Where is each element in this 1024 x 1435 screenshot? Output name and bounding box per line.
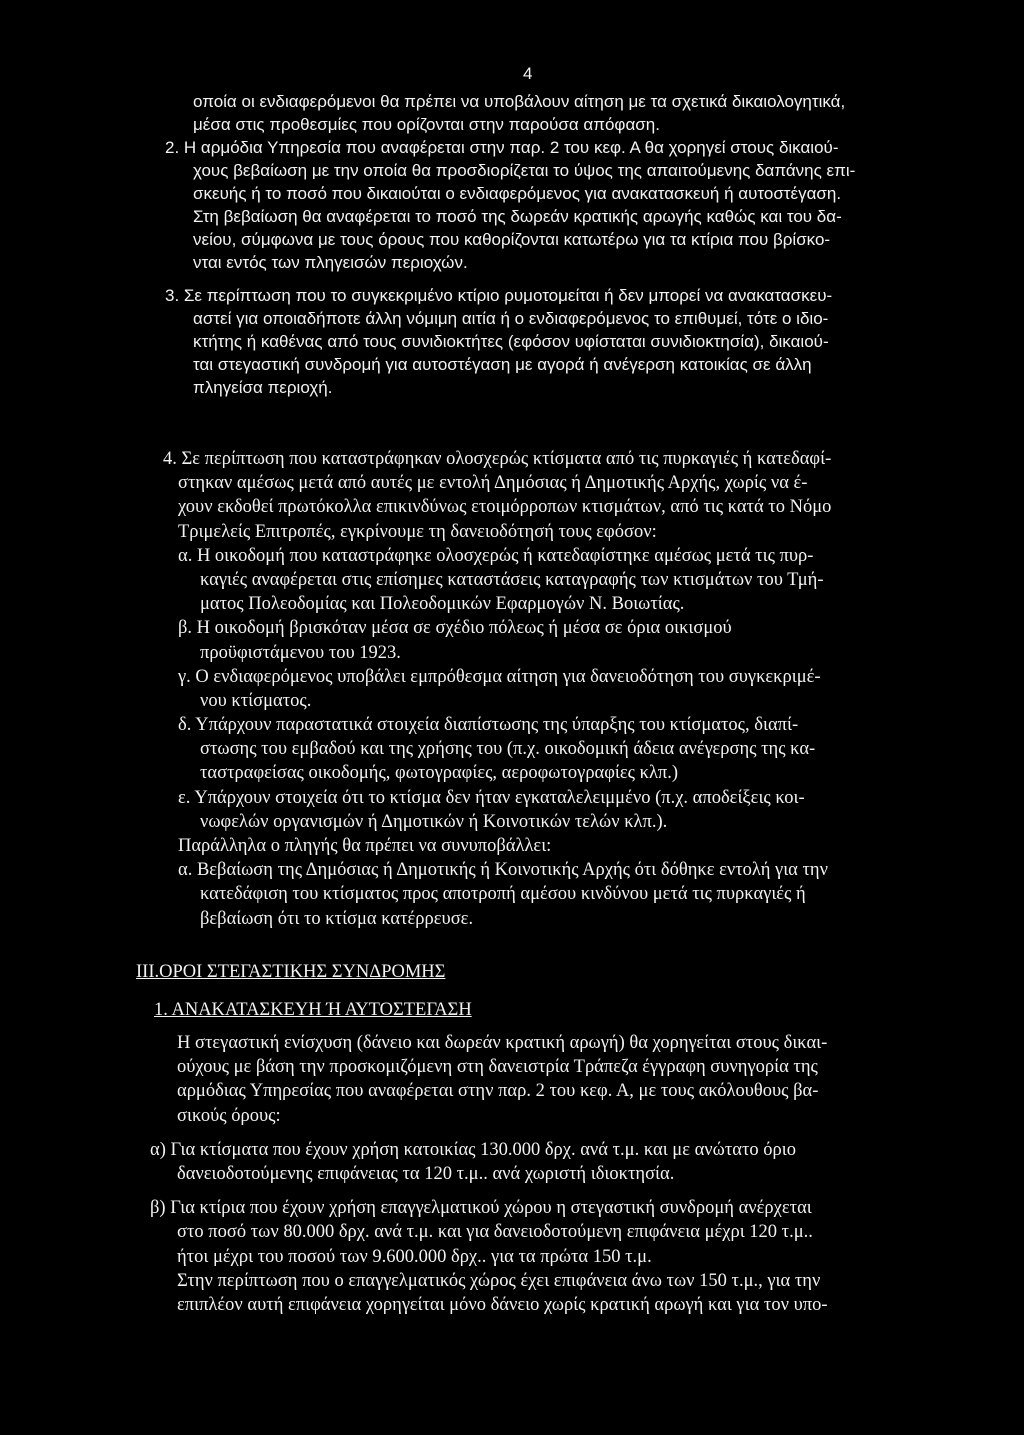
text-line: σκευής ή το ποσό που δικαιούται ο ενδιαφερόμενος για ανακατασκευή ή αυτοστέγαση.	[193, 184, 842, 203]
text-line: στηκαν αμέσως μετά από αυτές με εντολή Δημόσιας ή Δημοτικής Αρχής, χωρίς να έ-	[178, 473, 808, 494]
text-line: ματος Πολεοδομίας και Πολεοδομικών Εφαρμογών Ν. Βοιωτίας.	[200, 594, 685, 615]
text-line: δανειοδοτούμενης επιφάνειας τα 120 τ.μ.. ανά χωριστή ιδιοκτησία.	[177, 1163, 675, 1184]
text-line: οποία οι ενδιαφερόμενοι θα πρέπει να υποβάλουν αίτηση με τα σχετικά δικαιολογητικά,	[193, 92, 846, 111]
text-line: νται εντός των πληγεισών περιοχών.	[193, 253, 468, 272]
section-3-body	[150, 1031, 923, 1317]
text-line: αστεί για οποιαδήποτε άλλη νόμιμη αιτία ή ο ενδιαφερόμενος το επιθυμεί, τότε ο ιδιο-	[193, 309, 829, 328]
subsection-heading: 1. ΑΝΑΚΑΤΑΣΚΕΥΗ Ή ΑΥΤΟΣΤΕΓΑΣΗ	[154, 1000, 472, 1020]
text-line: κτήτης ή καθένας από τους συνιδιοκτήτες (εφόσον υφίσταται συνιδιοκτησία), δικαιού-	[193, 332, 829, 351]
text-line: πληγείσα περιοχή.	[193, 378, 333, 397]
text-line: βεβαίωση ότι το κτίσμα κατέρρευσε.	[200, 908, 474, 929]
text-line: α. Βεβαίωση της Δημόσιας ή Δημοτικής ή Κοινοτικής Αρχής ότι δόθηκε εντολή για την	[178, 860, 828, 881]
text-line: νωφελών οργανισμών ή Δημοτικών ή Κοινοτικών τελών κλπ.).	[200, 811, 668, 832]
text-line: γ. Ο ενδιαφερόμενος υποβάλει εμπρόθεσμα αίτηση για δανειοδότηση του συγκεκριμέ-	[178, 666, 821, 687]
text-line: 3. Σε περίπτωση που το συγκεκριμένο κτίριο ρυμοτομείται ή δεν μπορεί να ανακατασκευ-	[165, 286, 833, 305]
section-4	[163, 447, 923, 931]
text-line: αρμόδιας Υπηρεσίας που αναφέρεται στην παρ. 2 του κεφ. Α, με τους ακόλουθους βα-	[177, 1081, 819, 1102]
text-line: ε. Υπάρχουν στοιχεία ότι το κτίσμα δεν ήταν εγκαταλελειμμένο (π.χ. αποδείξεις κοι-	[178, 787, 805, 808]
text-line: β. Η οικοδομή βρισκόταν μέσα σε σχέδιο πόλεως ή μέσα σε όρια οικισμού	[178, 618, 732, 639]
text-line: Παράλληλα ο πληγής θα πρέπει να συνυποβάλλει:	[178, 836, 552, 856]
text-line: α) Για κτίσματα που έχουν χρήση κατοικίας 130.000 δρχ. ανά τ.μ. και με ανώτατο όριο	[150, 1139, 796, 1160]
text-line: στο ποσό των 80.000 δρχ. ανά τ.μ. και για δανειοδοτούμενη επιφάνεια μέχρι 120 τ.μ..	[177, 1222, 813, 1243]
text-line: καγιές αναφέρεται στις επίσημες καταστάσεις καταγραφής των κτισμάτων του Τμή-	[200, 569, 824, 590]
text-line: μέσα στις προθεσμίες που ορίζονται στην παρούσα απόφαση.	[193, 115, 660, 134]
text-line: προϋφιστάμενου του 1923.	[200, 642, 401, 663]
text-line: επιπλέον αυτή επιφάνεια χορηγείται μόνο δάνειο χωρίς κρατική αρωγή και για τον υπο-	[177, 1294, 828, 1315]
page-number: 4	[523, 64, 533, 83]
text-line: χους βεβαίωση με την οποία θα προσδιορίζεται το ύψος της απαιτούμενης δαπάνης επι-	[193, 161, 856, 180]
section-heading: III.ΟΡΟΙ ΣΤΕΓΑΣΤΙΚΗΣ ΣΥΝΔΡΟΜΗΣ	[136, 962, 446, 982]
text-line: ούχους με βάση την προσκομιζόμενη στη δανειστρία Τράπεζα έγγραφη συνηγορία της	[177, 1057, 818, 1078]
text-line: ταστραφείσας οικοδομής, φωτογραφίες, αεροφωτογραφίες κλπ.)	[200, 763, 679, 784]
text-line: δ. Υπάρχουν παραστατικά στοιχεία διαπίστωσης της ύπαρξης του κτίσματος, διαπί-	[178, 715, 799, 736]
text-line: Στη βεβαίωση θα αναφέρεται το ποσό της δωρεάν κρατικής αρωγής καθώς και του δα-	[193, 207, 842, 226]
top-paragraphs	[165, 90, 923, 399]
text-line: νείου, σύμφωνα με τους όρους που καθορίζονται κατωτέρω για τα κτίρια που βρίσκο-	[193, 230, 831, 249]
text-line: κατεδάφιση του κτίσματος προς αποτροπή αμέσου κινδύνου μετά τις πυρκαγιές ή	[200, 884, 806, 905]
text-line: Τριμελείς Επιτροπές, εγκρίνουμε τη δανειοδότησή τους εφόσον:	[178, 521, 657, 542]
text-line: Η στεγαστική ενίσχυση (δάνειο και δωρεάν κρατική αρωγή) θα χορηγείται στους δικαι-	[177, 1033, 828, 1053]
text-line: Στην περίπτωση που ο επαγγελματικός χώρος έχει επιφάνεια άνω των 150 τ.μ., για την	[177, 1270, 821, 1291]
text-line: χουν εκδοθεί πρωτόκολλα επικινδύνως ετοιμόρροπων κτισμάτων, από τις κατά το Νόμο	[178, 497, 832, 518]
text-line: ήτοι μέχρι του ποσού των 9.600.000 δρχ.. για τα πρώτα 150 τ.μ.	[177, 1246, 652, 1267]
text-line: ται στεγαστική συνδρομή για αυτοστέγαση με αγορά ή ανέγερση κατοικίας σε άλλη	[193, 355, 812, 374]
text-line: 4. Σε περίπτωση που καταστράφηκαν ολοσχερώς κτίσματα από τις πυρκαγιές ή κατεδαφί-	[163, 449, 832, 469]
text-line: σικούς όρους:	[177, 1105, 281, 1126]
text-line: α. Η οικοδομή που καταστράφηκε ολοσχερώς ή κατεδαφίστηκε αμέσως μετά τις πυρ-	[178, 545, 814, 566]
text-line: νου κτίσματος.	[200, 690, 312, 711]
text-line: 2. Η αρμόδια Υπηρεσία που αναφέρεται στην παρ. 2 του κεφ. Α θα χορηγεί στους δικαιού-	[165, 138, 839, 157]
text-line: β) Για κτίρια που έχουν χρήση επαγγελματικού χώρου η στεγαστική συνδρομή ανέρχεται	[150, 1198, 812, 1219]
text-line: στωσης του εμβαδού και της χρήσης του (π.χ. οικοδομική άδεια ανέγερσης της κα-	[200, 739, 816, 760]
